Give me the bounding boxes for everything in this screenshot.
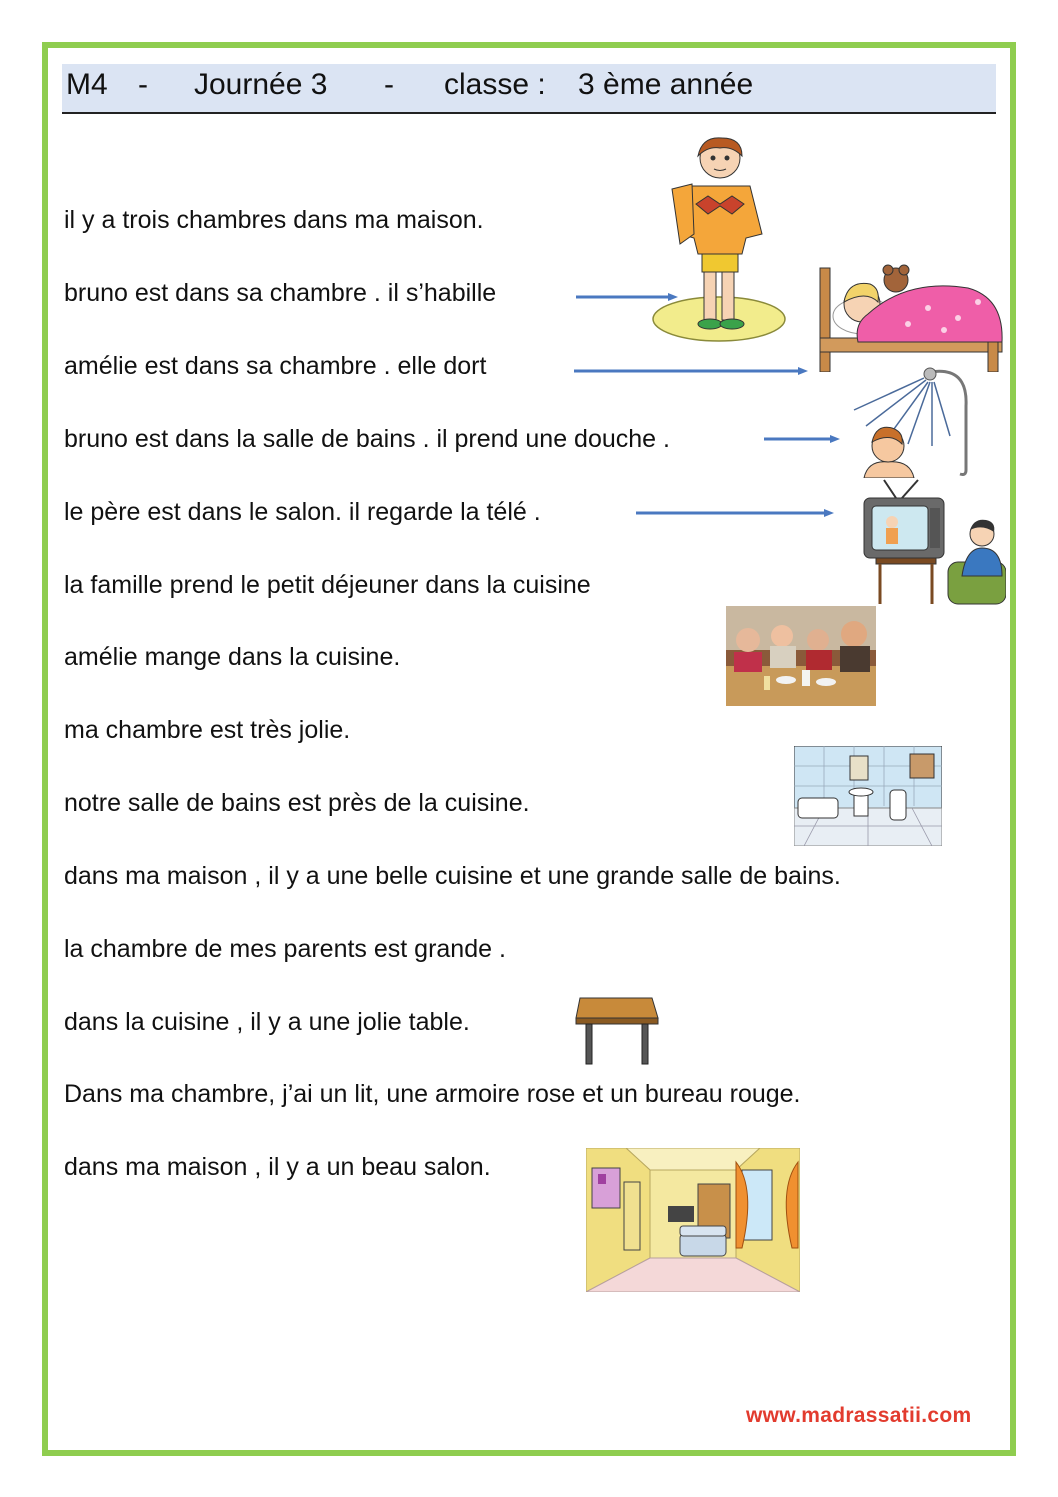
sentence: il y a trois chambres dans ma maison. xyxy=(64,206,484,234)
class-label: classe : xyxy=(444,68,546,101)
sentence: notre salle de bains est près de la cuisine. xyxy=(64,789,530,817)
boy-dressing-illustration xyxy=(650,134,788,344)
sentence: la famille prend le petit déjeuner dans la cuisine xyxy=(64,571,591,599)
sentence: ma chambre est très jolie. xyxy=(64,716,351,744)
sentence: le père est dans le salon. il regarde la télé . xyxy=(64,498,541,526)
page-header xyxy=(62,64,996,114)
bathroom-illustration xyxy=(794,746,942,846)
website-footer xyxy=(746,1404,972,1428)
living-room-illustration xyxy=(586,1148,800,1292)
arrow-right-icon xyxy=(636,508,834,518)
sentence: bruno est dans la salle de bains . il prend une douche . xyxy=(64,425,670,453)
website-url: www.madrassatii.com xyxy=(746,1404,972,1427)
table-illustration xyxy=(574,996,660,1066)
girl-sleeping-illustration xyxy=(818,258,1004,372)
header-separator: - xyxy=(138,68,148,101)
arrow-right-icon xyxy=(764,434,840,444)
sentence: dans la cuisine , il y a une jolie table. xyxy=(64,1008,470,1036)
sentence: dans ma maison , il y a un beau salon. xyxy=(64,1153,491,1181)
module-label: M4 xyxy=(66,68,108,101)
sentence: Dans ma chambre, j’ai un lit, une armoire rose et un bureau rouge. xyxy=(64,1080,801,1108)
sentence: la chambre de mes parents est grande . xyxy=(64,935,506,963)
day-label: Journée 3 xyxy=(194,68,328,101)
sentence: dans ma maison , il y a une belle cuisine et une grande salle de bains. xyxy=(64,862,841,890)
boy-shower-illustration xyxy=(846,366,982,478)
man-watching-tv-illustration xyxy=(862,478,1006,606)
sentence: amélie mange dans la cuisine. xyxy=(64,643,401,671)
arrow-right-icon xyxy=(574,366,808,376)
sentence: bruno est dans sa chambre . il s’habille xyxy=(64,279,497,307)
family-breakfast-photo xyxy=(726,606,876,706)
sentence: amélie est dans sa chambre . elle dort xyxy=(64,352,487,380)
class-value: 3 ème année xyxy=(578,68,754,101)
header-separator: - xyxy=(384,68,394,101)
